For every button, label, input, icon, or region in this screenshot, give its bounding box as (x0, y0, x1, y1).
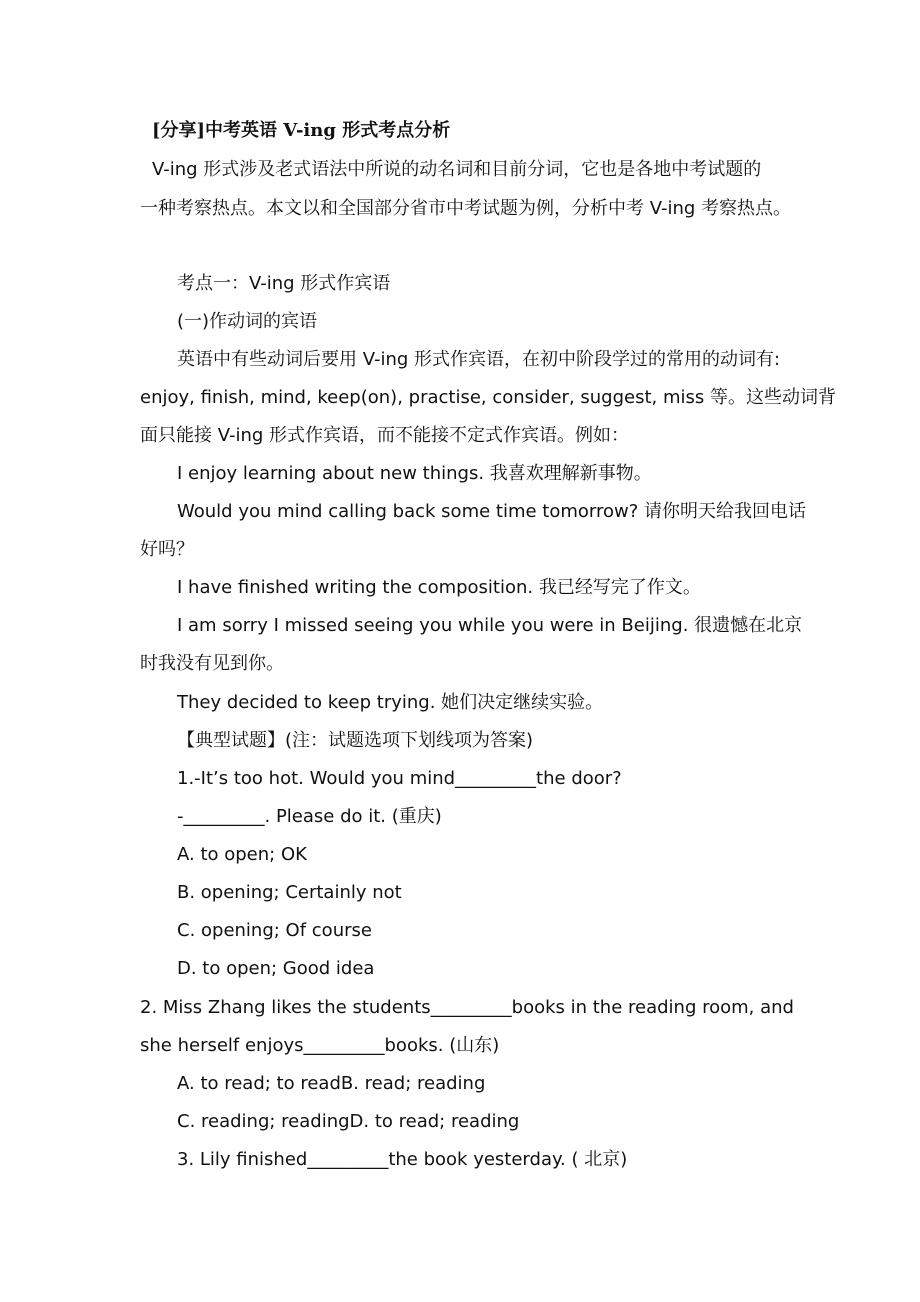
option-line: A. to open; OK (177, 844, 307, 865)
option-line: D. to open; Good idea (177, 958, 375, 979)
question-line: 2. Miss Zhang likes the students_________books in the reading room, and (140, 997, 794, 1018)
paragraph-line: V-ing 形式涉及老式语法中所说的动名词和目前分词，它也是各地中考试题的 (152, 159, 762, 180)
example-line: 时我没有见到你。 (140, 653, 284, 674)
question-line: 3. Lily finished_________the book yesterday. ( 北京) (177, 1149, 628, 1170)
option-line: C. opening; Of course (177, 920, 372, 941)
option-line: A. to read; to readB. read; reading (177, 1073, 486, 1094)
example-line: I am sorry I missed seeing you while you were in Beijing. 很遗憾在北京 (177, 615, 803, 636)
example-line: 好吗？ (140, 539, 194, 560)
exercise-heading: 【典型试题】(注：试题选项下划线项为答案) (177, 730, 534, 751)
example-line: They decided to keep trying. 她们决定继续实验。 (177, 692, 604, 713)
question-line: -_________. Please do it. (重庆) (177, 806, 442, 827)
example-line: Would you mind calling back some time tomorrow? 请你明天给我回电话 (177, 501, 807, 522)
paragraph-line: enjoy, finish, mind, keep(on), practise, consider, suggest, miss 等。这些动词背 (140, 387, 836, 408)
question-line: 1.-It’s too hot. Would you mind_________the door? (177, 768, 622, 789)
document-title: [分享]中考英语 V-ing 形式考点分析 (152, 120, 451, 141)
example-line: I enjoy learning about new things. 我喜欢理解新事物。 (177, 463, 652, 484)
example-line: I have finished writing the composition. 我已经写完了作文。 (177, 577, 701, 598)
option-line: C. reading; readingD. to read; reading (177, 1111, 520, 1132)
paragraph-line: 英语中有些动词后要用 V-ing 形式作宾语，在初中阶段学过的常用的动词有: (177, 349, 781, 370)
paragraph-line: 面只能接 V-ing 形式作宾语，而不能接不定式作宾语。例如： (140, 425, 630, 446)
question-line: she herself enjoys_________books. (山东) (140, 1035, 500, 1056)
section-heading: 考点一：V-ing 形式作宾语 (177, 273, 391, 294)
paragraph-line: 一种考察热点。本文以和全国部分省市中考试题为例，分析中考 V-ing 考察热点。 (140, 198, 792, 219)
subsection-heading: (一)作动词的宾语 (177, 311, 318, 332)
option-line: B. opening; Certainly not (177, 882, 402, 903)
